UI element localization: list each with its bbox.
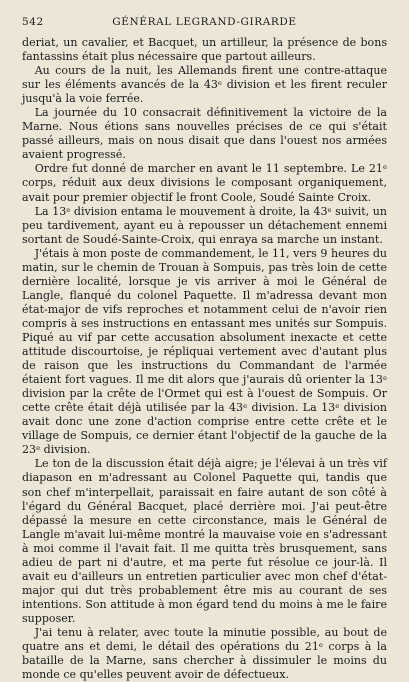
paragraph: La journée du 10 consacrait définitivement la victoire de la Marne. Nous étions sans nouvelles précises de ce qui s'était passé ailleurs, mais on nous disait que dans l'ouest nos armées avaient progressé. — [22, 106, 387, 162]
paragraph: deriat, un cavalier, et Bacquet, un artilleur, la présence de bons fantassins était plus nécessaire que partout ailleurs. — [22, 36, 387, 64]
paragraph: Le ton de la discussion était déjà aigre; je l'élevai à un très vif diapason en m'adressant au Colonel Paquette qui, tandis que son chef m'interpellait, paraissait en faire autant de son côté à l'égard du Général Bacquet, placé derrière moi. J'ai peut-être dépassé la mesure en cette circonstance, mais le Général de Langle m'avait lui-même montré la mauvaise voie en s'adressant à moi comme il l'avait fait. Il me quitta très brusquement, sans adieu de part ni d'autre, et ma perte fut résolue ce jour-là. Il avait eu d'ailleurs un entretien particulier avec mon chef d'état-major qui dut très probablement être mis au courant de ses intentions. Son attitude à mon égard tend du moins à me le faire supposer. — [22, 457, 387, 625]
page-header — [22, 16, 387, 28]
paragraph: J'étais à mon poste de commandement, le 11, vers 9 heures du matin, sur le chemin de Trouan à Sompuis, pas très loin de cette dernière localité, lorsque je vis arriver à moi le Général de Langle, flanqué du colonel Paquette. Il m'adressa devant mon état-major de vifs reproches et notamment celui de n'avoir rien compris à ses instructions en entassant mes unités sur Sompuis. Piqué au vif par cette accusation absolument inexacte et cette attitude discourtoise, je répliquai vertement avec d'autant plus de raison que les instructions du Commandant de l'armée étaient fort vagues. Il me dit alors que j'aurais dû orienter la 13e division par la crête de l'Ormet qui est à l'ouest de Sompuis. Or cette crête était déjà utilisée par la 43e division. La 13e division avait donc une zone d'action comprise entre cette crête et le village de Sompuis, ce dernier étant l'objectif de la gauche de la 23e division. — [22, 246, 388, 457]
paragraph: La 13e division entama le mouvement à droite, la 43e suivit, un peu tardivement, ayant eu à repousser un détachement ennemi sortant de Soudé-Sainte-Croix, qui enraya sa marche un instant. — [22, 204, 387, 246]
paragraph: Au cours de la nuit, les Allemands firent une contre-attaque sur les éléments avancés de la 43e division et les firent reculer jusqu'à la voie ferrée. — [22, 64, 387, 106]
page-body — [22, 36, 387, 682]
paragraph: Ordre fut donné de marcher en avant le 11 septembre. Le 21e corps, réduit aux deux divisions le composant organiquement, avait pour premier objectif le front Coole, Soudé Sainte Croix. — [22, 162, 387, 204]
paragraph: J'ai tenu à relater, avec toute la minutie possible, au bout de quatre ans et demi, le détail des opérations du 21e corps à la bataille de la Marne, sans chercher à dissimuler le moins du monde ce qu'elles peuvent avoir de défectueux. — [22, 625, 387, 682]
page-number: 542 — [22, 16, 44, 28]
running-head: GÉNÉRAL LEGRAND-GIRARDE — [112, 16, 297, 28]
